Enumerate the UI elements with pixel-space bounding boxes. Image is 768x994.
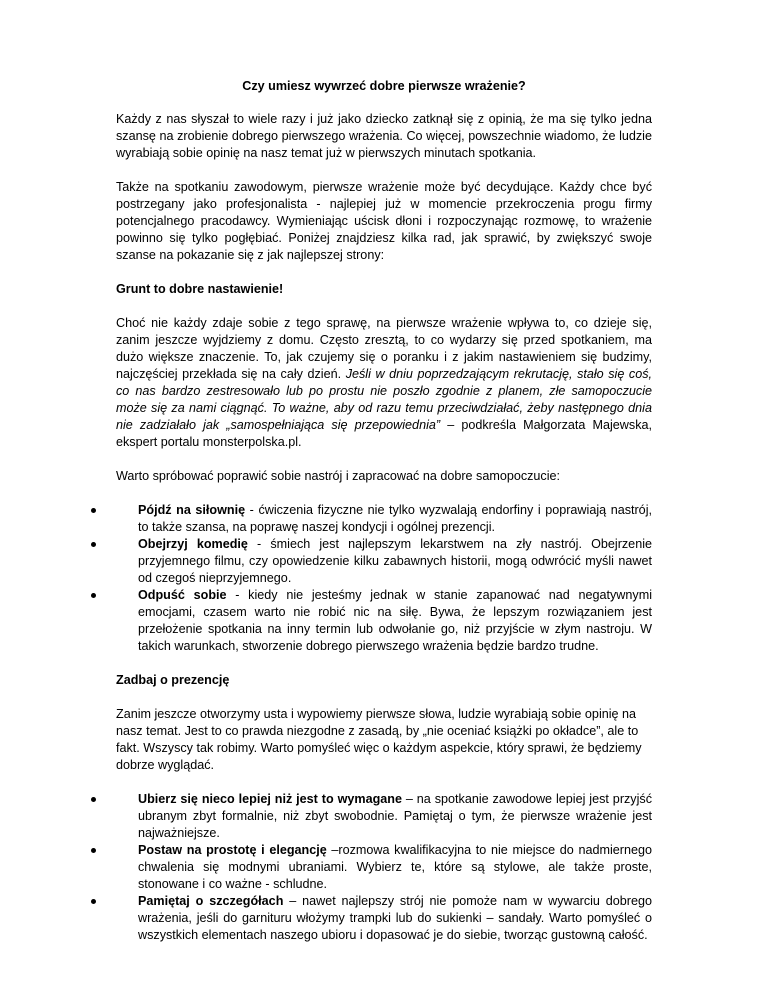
tip-text: – na spotkanie zawodowe lepiej jest przyjść ubranym zbyt formalnie, niż zbyt swobodnie. Pamiętaj o tym, że pierwsze wrażenie jest najważniejsze. [138, 792, 652, 840]
intro-paragraph-2: Także na spotkaniu zawodowym, pierwsze wrażenie może być decydujące. Każdy chce być postrzegany jako profesjonalista - najlepiej już w momencie przekroczenia progu firmy potencjalnego pracodawcy. Wymieniając uścisk dłoni i rozpoczynając rozmowę, to wrażenie powinno się tylko pogłębiać. Poniżej znajdziesz kilka rad, jak sprawić, by zwiększyć swoje szanse na pokazanie się z jak najlepszej strony: [116, 180, 652, 262]
tip-text: –rozmowa kwalifikacyjna to nie miejsce do nadmiernego chwalenia się modnymi ubraniami. Wybierz te, które są stylowe, ale także proste, stonowane i co ważne - schludne. [138, 843, 652, 891]
tip-text: - kiedy nie jesteśmy jednak w stanie zapanować nad negatywnymi emocjami, czasem warto nie robić nic na siłę. Bywa, że lepszym rozwiązaniem jest przełożenie spotkania na inny termin lub odwołanie go, niż przyjście w złym nastroju. W takich warunkach, stworzenie dobrego pierwszego wrażenia będzie bardzo trudne. [138, 588, 652, 653]
tip-text: - śmiech jest najlepszym lekarstwem na zły nastrój. Obejrzenie przyjemnego filmu, czy opowiedzenie kilku zabawnych historii, mogą odwrócić myśli nawet od czegoś nieprzyjemnego. [138, 537, 652, 585]
attitude-text: Choć nie każdy zdaje sobie z tego sprawę, na pierwsze wrażenie wpływa to, co dzieje się, zanim jeszcze wyjdziemy z domu. Często zresztą, to co wydarzy się przed spotkaniem, ma dużo większe znaczenie. To, jak czujemy się o poranku i z jakim nastawieniem się budzimy, najczęściej przekłada się na cały dzień. [116, 316, 652, 381]
document-title: Czy umiesz wywrzeć dobre pierwsze wrażenie? [242, 79, 526, 93]
tip-title: Pójdź na siłownię [138, 503, 246, 517]
list-item [116, 893, 652, 944]
intro-paragraph-1: Każdy z nas słyszał to wiele razy i już jako dziecko zatknął się z opinią, że ma się tylko jedna szansę na zrobienie dobrego pierwszego wrażenia. Co więcej, powszechnie wiadomo, że ludzie wyrabiają sobie opinię na nasz temat już w pierwszych minutach spotkania. [116, 112, 652, 160]
bullet-icon [91, 899, 96, 904]
list-item [116, 791, 652, 842]
section-heading-appearance: Zadbaj o prezencję [116, 673, 230, 687]
tip-title: Postaw na prostotę i elegancję [138, 843, 327, 857]
tip-title: Ubierz się nieco lepiej niż jest to wymagane [138, 792, 402, 806]
tip-title: Obejrzyj komedię [138, 537, 248, 551]
bullet-icon [91, 797, 96, 802]
expert-quote: Jeśli w dniu poprzedzającym rekrutację, stało się coś, co nas bardzo zestresowało lub po prostu nie poszło zgodnie z planem, złe samopoczucie może się za nami ciągnąć. To ważne, aby od razu temu przeciwdziałać, żeby następnego dnia nie zadziałało jak „samospełniająca się przepowiednia” [116, 367, 652, 432]
bullet-icon [91, 542, 96, 547]
attitude-tips-list [116, 502, 652, 655]
attitude-paragraph [116, 315, 652, 451]
bullet-icon [91, 508, 96, 513]
tip-title: Odpuść sobie [138, 588, 227, 602]
document-page [116, 78, 652, 961]
tip-text: - ćwiczenia fizyczne nie tylko wyzwalają endorfiny i poprawiają nastrój, to także szansa, na poprawę naszej kondycji i ogólnej prezencji. [138, 503, 652, 534]
list-item [116, 502, 652, 536]
section-heading-attitude: Grunt to dobre nastawienie! [116, 282, 284, 296]
tip-title: Pamiętaj o szczegółach [138, 894, 284, 908]
bullet-icon [91, 593, 96, 598]
appearance-paragraph: Zanim jeszcze otworzymy usta i wypowiemy pierwsze słowa, ludzie wyrabiają sobie opinię na nasz temat. Jest to co prawda niezgodne z zasadą, by „nie oceniać książki po okładce”, ale to fakt. Wszyscy tak robimy. Warto pomyśleć więc o każdym aspekcie, który sprawi, że będziemy dobrze wyglądać. [116, 707, 642, 772]
tip-text: – nawet najlepszy strój nie pomoże nam w wywarciu dobrego wrażenia, jeśli do garnituru włożymy trampki lub do sukienki – sandały. Warto pomyśleć o wszystkich elementach naszego ubioru i dopasować je do siebie, tworząc gustowną całość. [138, 894, 652, 942]
attitude-lead-in: Warto spróbować poprawić sobie nastrój i zapracować na dobre samopoczucie: [116, 469, 561, 483]
appearance-tips-list [116, 791, 652, 944]
quote-attribution: – podkreśla Małgorzata Majewska, ekspert portalu monsterpolska.pl. [116, 418, 652, 449]
bullet-icon [91, 848, 96, 853]
list-item [116, 536, 652, 587]
list-item [116, 842, 652, 893]
list-item [116, 587, 652, 655]
